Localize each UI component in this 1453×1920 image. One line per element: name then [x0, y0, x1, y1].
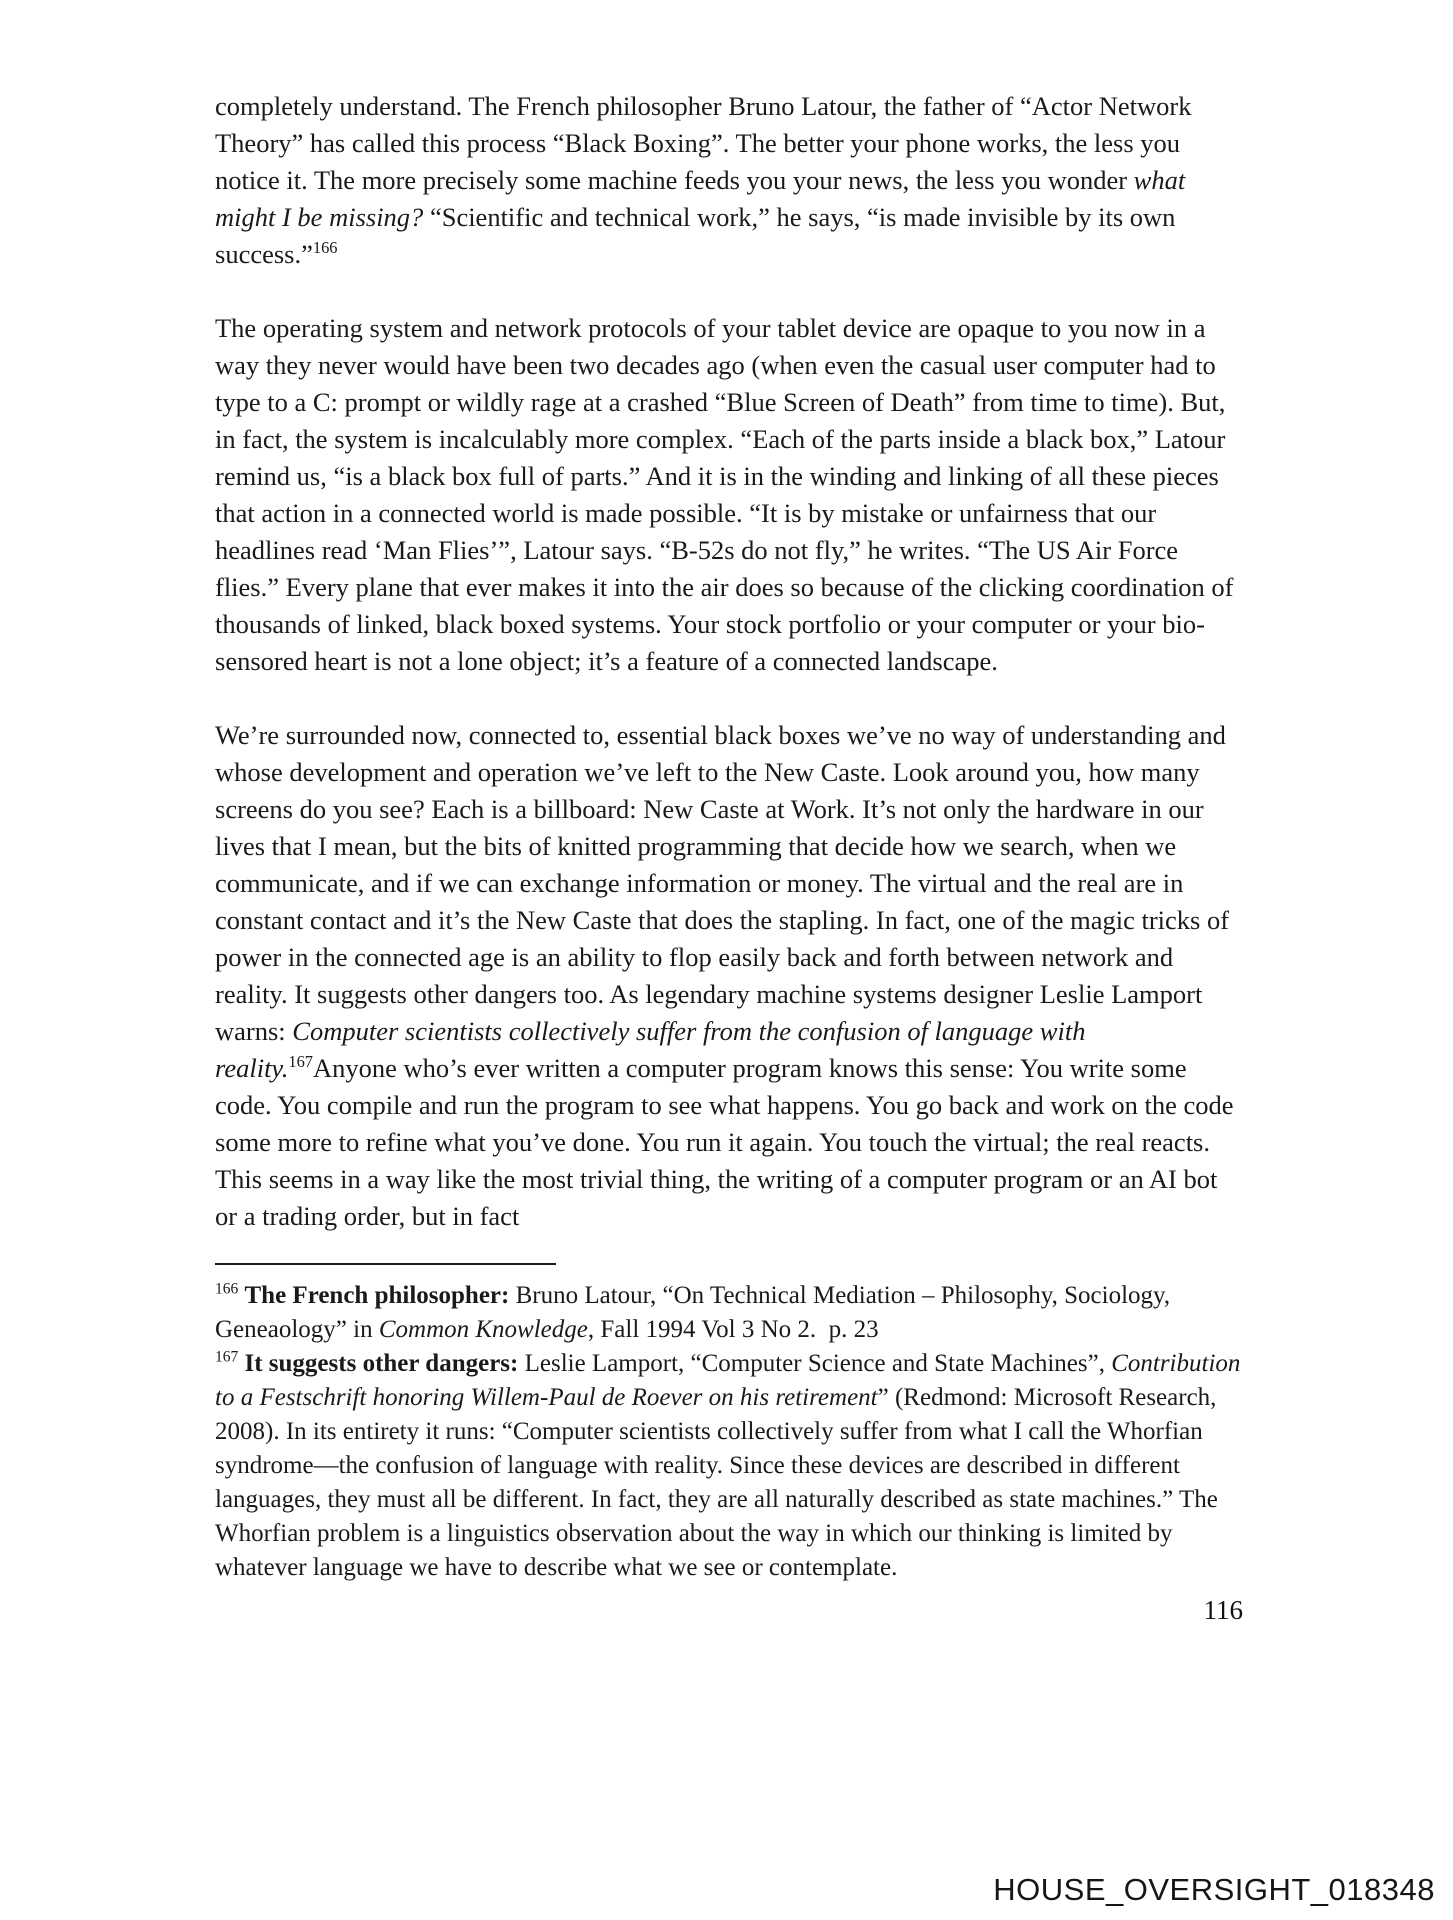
text-run: The operating system and network protocols of your tablet device are opaque to you now in a way they never would have been two decades ago (when even the casual user computer had to type to a C: prompt or wildly rage at a crashed “Blue Screen of Death” from time to time). But, in fact, the system is incalculably more complex. “Each of the parts inside a black box,” Latour remind us, “is a black box full of parts.” And it is in the winding and linking of all these pieces that action in a connected world is made possible. “It is by mistake or unfairness that our headlines read ‘Man Flies’”, Latour says. “B-52s do not fly,” he writes. “The US Air Force flies.” Every plane that ever makes it into the air does so because of the clicking coordination of thousands of linked, black boxed systems. Your stock portfolio or your computer or your bio-sensored heart is not a lone object; it’s a feature of a connected landscape.	[215, 313, 1241, 676]
text-run: We’re surrounded now, connected to, essential black boxes we’ve no way of understanding and whose development and operation we’ve left to the New Caste. Look around you, how many screens do you see? Each is a billboard: New Caste at Work. It’s not only the hardware in our lives that I mean, but the bits of knitted programming that decide how we search, when we communicate, and if we can exchange information or money. The virtual and the real are in constant contact and it’s the New Caste that does the stapling. In fact, one of the magic tricks of power in the connected age is an ability to flop easily back and forth between network and reality. It suggests other dangers too. As legendary machine systems designer Leslie Lamport warns:	[215, 720, 1236, 1046]
text-run: Leslie Lamport, “Computer Science and State Machines”,	[518, 1350, 1112, 1377]
text-run: 166	[312, 238, 338, 258]
text-run: Computer scientists collectively suffer from the confusion of language with reality.	[215, 1016, 1093, 1083]
text-run: ” (Redmond: Microsoft Research, 2008). In its entirety it runs: “Computer scientists collectively suffer from what I call the Whorfian syndrome—the confusion of language with reality. Since these devices are described in different languages, they must all be different. In fact, they are all naturally described as state machines.” The Whorfian problem is a linguistics observation about the way in which our thinking is limited by whatever language we have to describe what we see or contemplate.	[215, 1384, 1224, 1581]
text-run: 167	[288, 1052, 313, 1072]
bates-stamp: HOUSE_OVERSIGHT_018348	[993, 1872, 1435, 1907]
text-run: what might I be missing?	[215, 165, 1192, 232]
text-run: Common Knowledge	[378, 1316, 588, 1343]
text-run: Contribution to a Festschrift honoring Willem-Paul de Roever on his retirement	[215, 1350, 1247, 1411]
body-paragraph	[215, 310, 1243, 680]
text-run: It suggests other dangers:	[244, 1350, 519, 1377]
body-paragraph	[215, 717, 1243, 1235]
text-run: 166	[215, 1280, 239, 1298]
text-run: completely understand. The French philosopher Bruno Latour, the father of “Actor Network Theory” has called this process “Black Boxing”. The better your phone works, the less you notice it. The more precisely some machine feeds you your news, the less you wonder	[215, 91, 1198, 195]
text-run: “Scientific and technical work,” he says, “is made invisible by its own success.”	[215, 202, 1183, 269]
body-paragraphs	[215, 88, 1243, 1235]
text-run: Anyone who’s ever written a computer program knows this sense: You write some code. You compile and run the program to see what happens. You go back and work on the code some more to refine what you’ve done. You run it again. You touch the virtual; the real reacts. This seems in a way like the most trivial thing, the writing of a computer program or an AI bot or a trading order, but in fact	[215, 1053, 1241, 1231]
page-number: 116	[1203, 1595, 1243, 1625]
text-run: , Fall 1994 Vol 3 No 2. p. 23	[587, 1316, 879, 1343]
text-run: 167	[215, 1348, 239, 1366]
body-paragraph	[215, 88, 1243, 273]
footnote-divider	[215, 1263, 556, 1265]
text-run: Bruno Latour, “On Technical Mediation – Philosophy, Sociology, Geneaology” in	[215, 1282, 1177, 1343]
footnote	[215, 1347, 1247, 1585]
text-run: The French philosopher:	[244, 1282, 510, 1309]
footnote	[215, 1279, 1243, 1347]
text-column	[215, 88, 1247, 1626]
footnotes	[215, 1279, 1247, 1585]
